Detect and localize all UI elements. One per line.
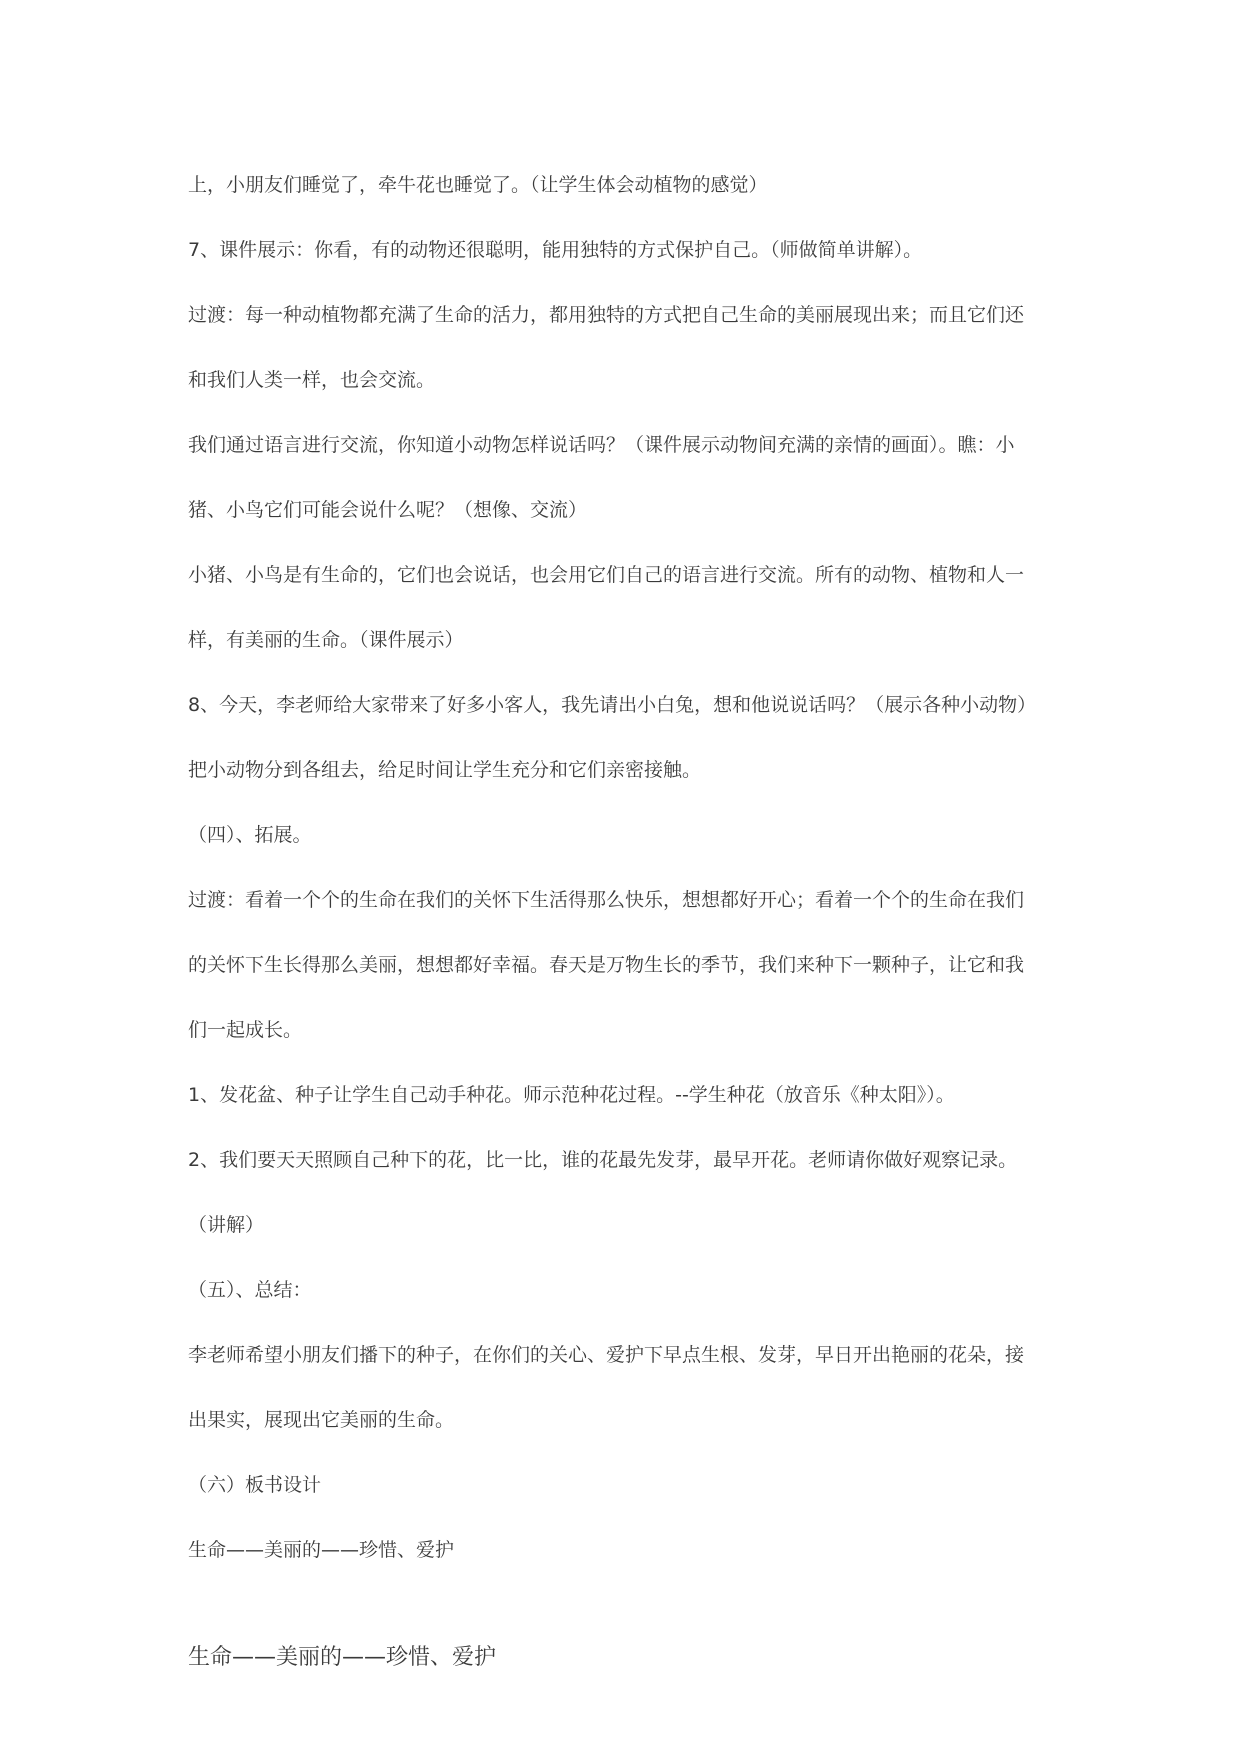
text-line: 1、发花盆、种子让学生自己动手种花。师示范种花过程。--学生种花（放音乐《种太阳》）。 bbox=[188, 1084, 955, 1106]
text-line: （讲解） bbox=[188, 1214, 265, 1236]
text-line: 把小动物分到各组去，给足时间让学生充分和它们亲密接触。 bbox=[188, 759, 702, 781]
text-line: 猪、小鸟它们可能会说什么呢？（想像、交流） bbox=[188, 499, 588, 521]
text-line: 样，有美丽的生命。（课件展示） bbox=[188, 629, 464, 651]
text-line: 8、今天，李老师给大家带来了好多小客人，我先请出小白兔，想和他说说话吗？（展示各种小动物） bbox=[188, 694, 1037, 716]
text-line: 上，小朋友们睡觉了，牵牛花也睡觉了。（让学生体会动植物的感觉） bbox=[188, 174, 768, 196]
text-line: 和我们人类一样，也会交流。 bbox=[188, 369, 436, 391]
text-line: 生命——美丽的——珍惜、爱护 bbox=[188, 1539, 455, 1561]
text-line: 们一起成长。 bbox=[188, 1019, 303, 1041]
section-heading: （五）、总结： bbox=[188, 1279, 312, 1301]
section-heading: （六）板书设计 bbox=[188, 1474, 322, 1496]
text-line: 的关怀下生长得那么美丽，想想都好幸福。春天是万物生长的季节，我们来种下一颗种子，让它和我 bbox=[188, 954, 1025, 976]
text-line: 出果实，展现出它美丽的生命。 bbox=[188, 1409, 455, 1431]
section-heading: （四）、拓展。 bbox=[188, 824, 312, 846]
text-line: 2、我们要天天照顾自己种下的花，比一比，谁的花最先发芽，最早开花。老师请你做好观察记录。 bbox=[188, 1149, 1018, 1171]
text-line-large: 生命——美丽的——珍惜、爱护 bbox=[188, 1645, 497, 1670]
text-line: 小猪、小鸟是有生命的，它们也会说话，也会用它们自己的语言进行交流。所有的动物、植物和人一 bbox=[188, 564, 1025, 586]
text-line: 李老师希望小朋友们播下的种子，在你们的关心、爱护下早点生根、发芽，早日开出艳丽的花朵，接 bbox=[188, 1344, 1025, 1366]
text-line: 过渡：每一种动植物都充满了生命的活力，都用独特的方式把自己生命的美丽展现出来；而且它们还 bbox=[188, 304, 1025, 326]
text-line: 我们通过语言进行交流，你知道小动物怎样说话吗？（课件展示动物间充满的亲情的画面）。瞧：小 bbox=[188, 434, 1015, 456]
text-line: 7、课件展示：你看，有的动物还很聪明，能用独特的方式保护自己。（师做简单讲解）。 bbox=[188, 239, 923, 261]
text-line: 过渡：看着一个个的生命在我们的关怀下生活得那么快乐，想想都好开心；看着一个个的生命在我们 bbox=[188, 889, 1025, 911]
